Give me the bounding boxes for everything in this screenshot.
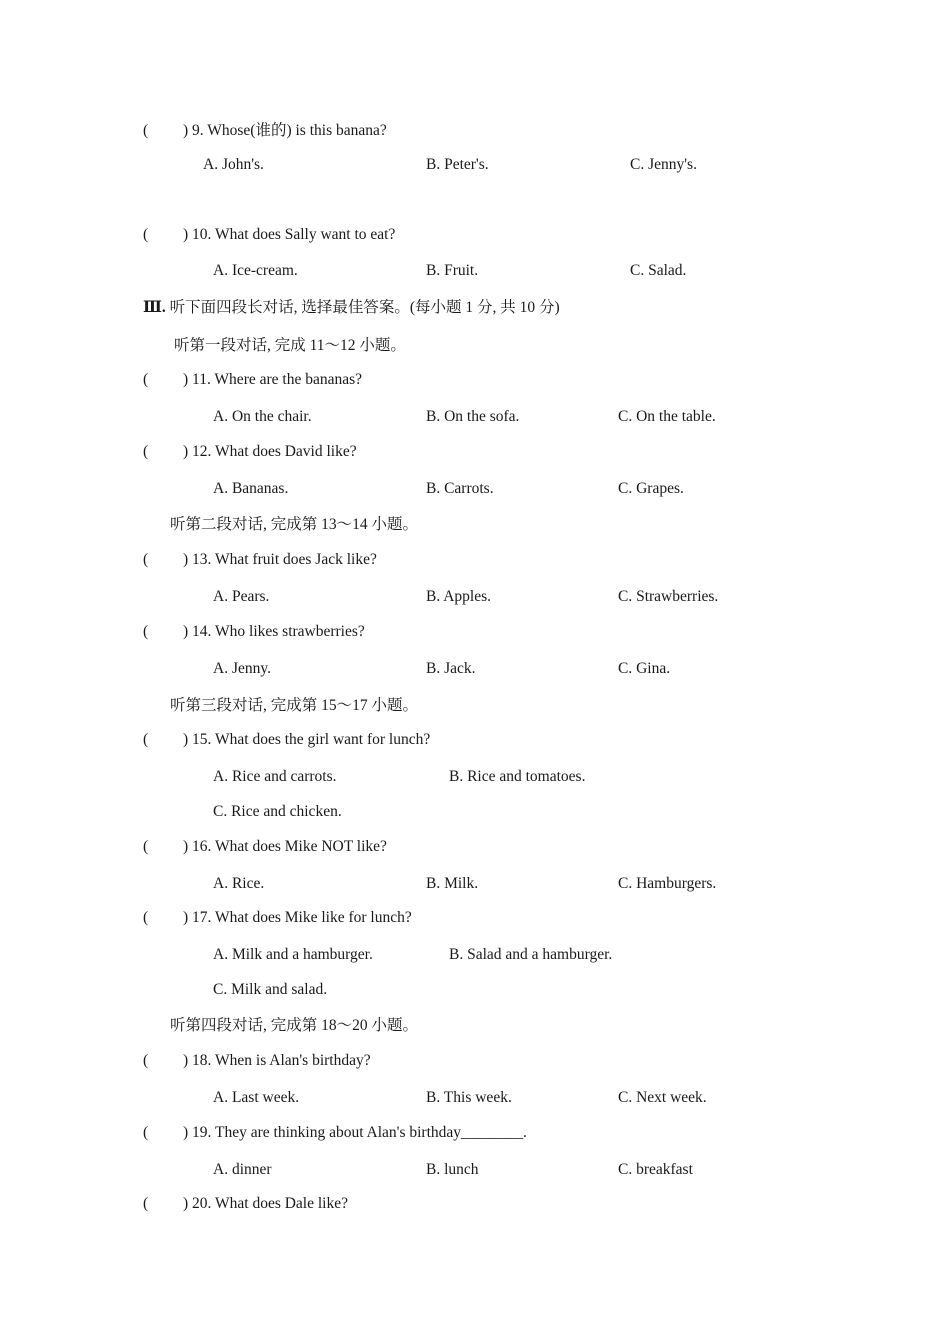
option-a[interactable]: A. dinner (213, 1161, 272, 1178)
option-a[interactable]: A. On the chair. (213, 408, 312, 425)
option-b[interactable]: B. This week. (426, 1089, 512, 1106)
option-b[interactable]: B. Milk. (426, 875, 479, 892)
answer-bracket[interactable]: ( (143, 443, 149, 460)
option-b[interactable]: B. On the sofa. (426, 408, 520, 425)
option-c[interactable]: C. Next week. (618, 1089, 707, 1106)
dialogue-3-heading: 听第三段对话, 完成第 15～17 小题。 (170, 697, 419, 714)
section-numeral: Ⅲ. (143, 299, 166, 316)
option-a[interactable]: A. Pears. (213, 588, 270, 605)
option-a[interactable]: A. Rice and carrots. (213, 768, 337, 785)
option-c[interactable]: C. Hamburgers. (618, 875, 717, 892)
option-c[interactable]: C. Jenny's. (630, 156, 697, 173)
option-b[interactable]: B. Apples. (426, 588, 492, 605)
answer-bracket[interactable]: ( (143, 1052, 149, 1069)
answer-bracket[interactable]: ( (143, 1195, 149, 1212)
answer-bracket[interactable]: ( (143, 226, 149, 243)
option-a[interactable]: A. Bananas. (213, 480, 289, 497)
option-c[interactable]: C. Salad. (630, 262, 687, 279)
answer-bracket[interactable]: ( (143, 731, 149, 748)
question-19: ) 19. They are thinking about Alan's birthday________. (183, 1124, 527, 1141)
option-b[interactable]: B. Salad and a hamburger. (449, 946, 613, 963)
section-heading (143, 298, 560, 318)
dialogue-1-heading: 听第一段对话, 完成 11～12 小题。 (174, 337, 406, 354)
question-10: ) 10. What does Sally want to eat? (183, 226, 396, 243)
option-b[interactable]: B. Carrots. (426, 480, 494, 497)
option-b[interactable]: B. Peter's. (426, 156, 489, 173)
question-14: ) 14. Who likes strawberries? (183, 623, 365, 640)
option-c[interactable]: C. Gina. (618, 660, 671, 677)
option-a[interactable]: A. Last week. (213, 1089, 300, 1106)
option-a[interactable]: A. Milk and a hamburger. (213, 946, 373, 963)
option-c[interactable]: C. Strawberries. (618, 588, 719, 605)
option-a[interactable]: A. Rice. (213, 875, 265, 892)
option-c[interactable]: C. On the table. (618, 408, 716, 425)
option-b[interactable]: B. Jack. (426, 660, 476, 677)
question-9: ) 9. Whose(谁的) is this banana? (183, 122, 387, 139)
question-18: ) 18. When is Alan's birthday? (183, 1052, 371, 1069)
option-b[interactable]: B. Fruit. (426, 262, 479, 279)
answer-bracket[interactable]: ( (143, 371, 149, 388)
question-11: ) 11. Where are the bananas? (183, 371, 363, 388)
option-c[interactable]: C. Milk and salad. (213, 981, 328, 998)
question-16: ) 16. What does Mike NOT like? (183, 838, 387, 855)
option-b[interactable]: B. Rice and tomatoes. (449, 768, 586, 785)
answer-bracket[interactable]: ( (143, 1124, 149, 1141)
question-20: ) 20. What does Dale like? (183, 1195, 348, 1212)
answer-bracket[interactable]: ( (143, 838, 149, 855)
section-title: 听下面四段长对话, 选择最佳答案。(每小题 1 分, 共 10 分) (165, 299, 560, 316)
dialogue-4-heading: 听第四段对话, 完成第 18～20 小题。 (170, 1017, 419, 1034)
question-13: ) 13. What fruit does Jack like? (183, 551, 377, 568)
question-15: ) 15. What does the girl want for lunch? (183, 731, 431, 748)
option-b[interactable]: B. lunch (426, 1161, 479, 1178)
answer-bracket[interactable]: ( (143, 122, 149, 139)
question-12: ) 12. What does David like? (183, 443, 357, 460)
answer-bracket[interactable]: ( (143, 623, 149, 640)
answer-bracket[interactable]: ( (143, 909, 149, 926)
dialogue-2-heading: 听第二段对话, 完成第 13～14 小题。 (170, 516, 419, 533)
answer-bracket[interactable]: ( (143, 551, 149, 568)
option-c[interactable]: C. Grapes. (618, 480, 684, 497)
option-c[interactable]: C. breakfast (618, 1161, 693, 1178)
option-c[interactable]: C. Rice and chicken. (213, 803, 342, 820)
option-a[interactable]: A. Ice-cream. (213, 262, 298, 279)
option-a[interactable]: A. John's. (203, 156, 264, 173)
question-17: ) 17. What does Mike like for lunch? (183, 909, 412, 926)
option-a[interactable]: A. Jenny. (213, 660, 271, 677)
